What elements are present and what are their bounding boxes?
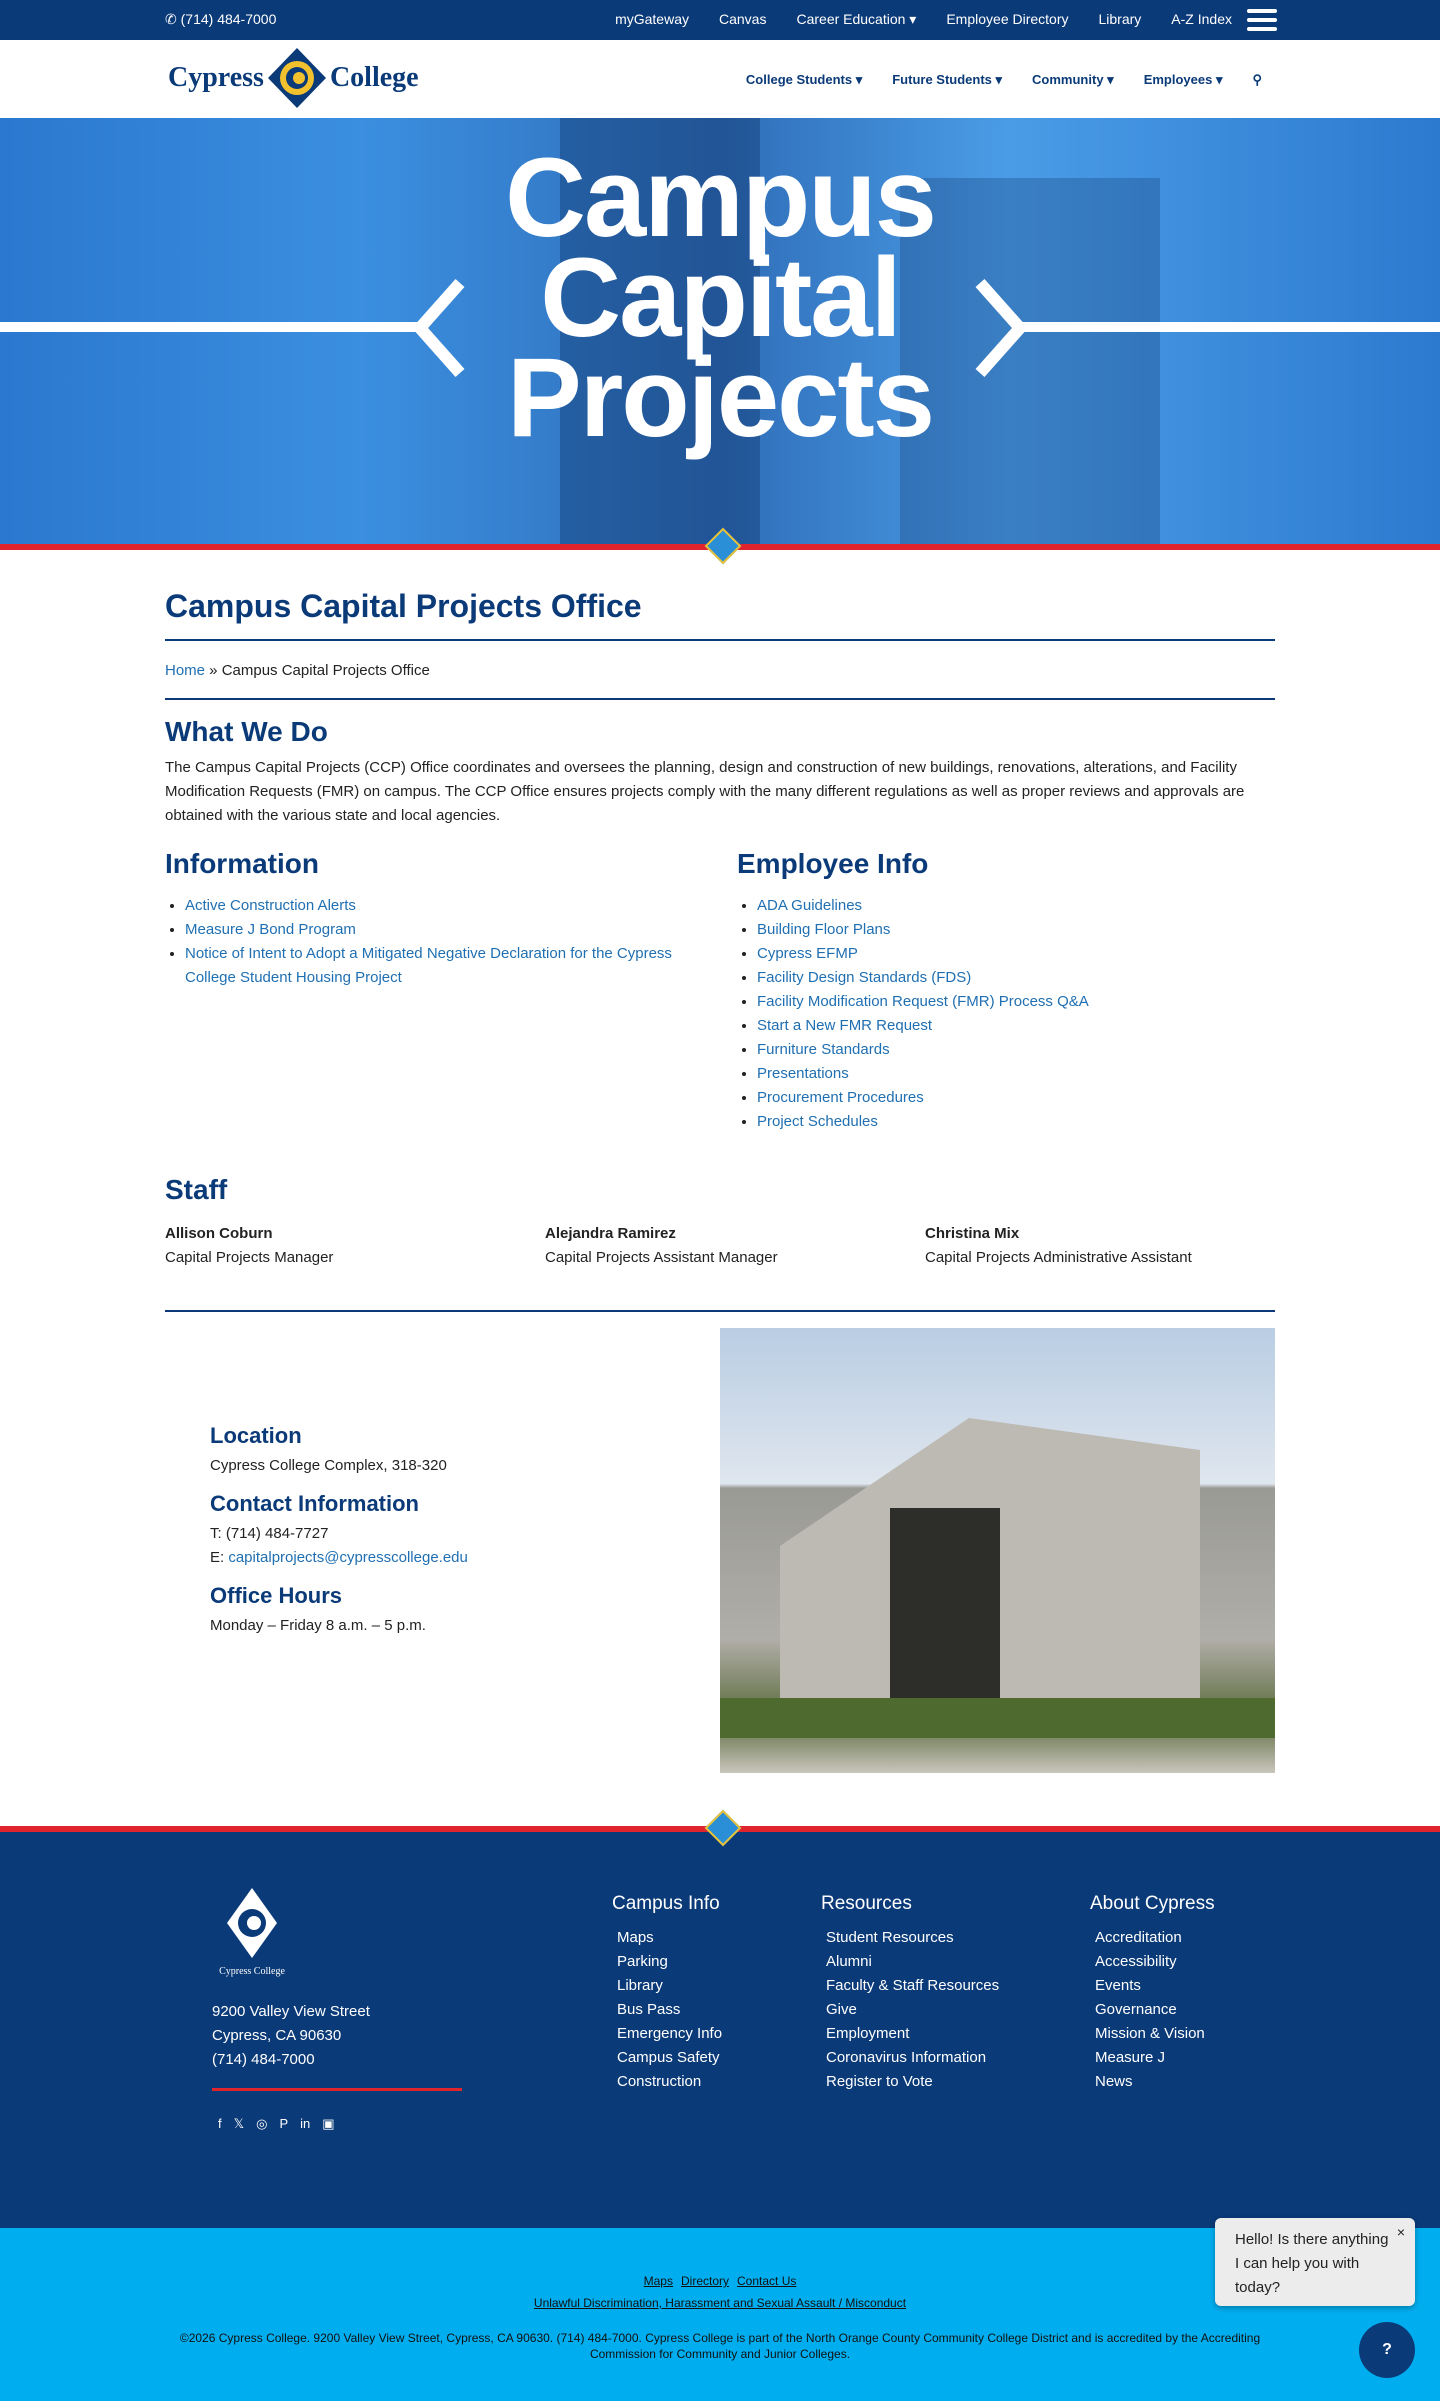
divider — [165, 1310, 1275, 1312]
instagram-icon[interactable]: ◎ — [256, 2116, 268, 2131]
footer-link[interactable]: Maps — [617, 1929, 654, 1946]
link-student-housing-notice[interactable]: Notice of Intent to Adopt a Mitigated Negative Declaration for the Cypress College Student Housing Project — [185, 945, 672, 986]
footer-link[interactable]: Give — [826, 2001, 857, 2018]
copyright: ©2026 Cypress College. 9200 Valley View Street, Cypress, CA 90630. (714) 484-7000. Cypress College is part of the North Orange County Community College District and is accredited by the Accrediting Commission for Community and Junior Colleges. — [179, 2331, 1261, 2361]
link-measure-j[interactable]: Measure J Bond Program — [185, 921, 356, 938]
footer-link[interactable]: Events — [1095, 1977, 1141, 1994]
footer-link[interactable]: Construction — [617, 2073, 702, 2090]
footer-link[interactable]: Alumni — [826, 1953, 872, 1970]
what-we-do-text: The Campus Capital Projects (CCP) Office coordinates and oversees the planning, design and construction of new buildings, renovations, alterations, and Facility Modification Requests (FMR) on campus. The CCP Office ensures projects comply with the many different regulations as well as proper reviews and approvals are obtained with the various state and local agencies. — [165, 759, 1245, 824]
staff-name: Alejandra Ramirez — [545, 1225, 676, 1242]
breadcrumb-current: Campus Capital Projects Office — [221, 662, 430, 679]
footer-link[interactable]: Register to Vote — [826, 2073, 933, 2090]
logo-diamond-icon — [268, 48, 326, 108]
footer-link[interactable]: Accessibility — [1095, 1953, 1177, 1970]
footer-link[interactable]: News — [1095, 2073, 1133, 2090]
footer-link[interactable]: Accreditation — [1095, 1929, 1182, 1946]
phone-icon: ✆ — [165, 11, 181, 27]
pinterest-icon[interactable]: P — [279, 2116, 289, 2131]
page-title: Campus Capital Projects Office — [165, 588, 642, 624]
footer-link[interactable]: Mission & Vision — [1095, 2025, 1205, 2042]
employee-info-list — [737, 894, 1275, 1134]
footer-link[interactable]: Library — [617, 1977, 663, 1994]
footer-link[interactable]: Emergency Info — [617, 2025, 723, 2042]
bottom-link-contact[interactable]: Contact Us — [737, 2274, 797, 2288]
contact-phone: T: (714) 484-7727 — [210, 1525, 329, 1542]
chat-help-icon: ? — [1382, 2341, 1392, 2358]
link-efmp[interactable]: Cypress EFMP — [757, 945, 858, 962]
nav-employees[interactable]: Employees ▾ — [1143, 72, 1223, 87]
phone-number: (714) 484-7000 — [180, 11, 277, 27]
close-icon[interactable]: × — [1396, 2224, 1405, 2240]
footer-col-campus-info: Campus Info Maps Parking Library Bus Pass Emergency Info Campus Safety Construction — [612, 1892, 722, 2094]
staff-name: Allison Coburn — [165, 1225, 273, 1242]
footer-link[interactable]: Coronavirus Information — [826, 2049, 987, 2066]
hero-title: Campus Capital Projects — [505, 135, 935, 460]
location-text: Cypress College Complex, 318-320 — [210, 1457, 447, 1474]
divider — [165, 639, 1275, 641]
chat-message: Hello! Is there anything I can help you with today? — [1235, 2231, 1389, 2296]
menu-icon[interactable] — [1247, 9, 1277, 31]
breadcrumb-home[interactable]: Home — [165, 662, 206, 679]
staff-member — [925, 1222, 1192, 1270]
x-icon[interactable]: 𝕏 — [233, 2116, 245, 2131]
staff-title: Capital Projects Administrative Assistant — [925, 1249, 1192, 1266]
logo-text-right: College — [329, 62, 419, 93]
svg-text:Cypress College: Cypress College — [219, 1966, 285, 1977]
link-new-fmr[interactable]: Start a New FMR Request — [757, 1017, 933, 1034]
link-floor-plans[interactable]: Building Floor Plans — [757, 921, 891, 938]
utility-link-canvas[interactable]: Canvas — [719, 11, 767, 27]
link-presentations[interactable]: Presentations — [757, 1065, 849, 1082]
information-list — [165, 894, 685, 990]
footer-link[interactable]: Governance — [1095, 2001, 1177, 2018]
footer-link[interactable]: Employment — [826, 2025, 910, 2042]
chat-button[interactable] — [1359, 2322, 1415, 2378]
footer-link[interactable]: Faculty & Staff Resources — [826, 1977, 1000, 1994]
site-header — [0, 40, 1440, 118]
link-active-construction-alerts[interactable]: Active Construction Alerts — [185, 897, 356, 914]
search-icon[interactable]: ⚲ — [1252, 72, 1262, 87]
chat-popup — [1215, 2218, 1415, 2306]
hero-banner — [0, 118, 1440, 544]
link-ada-guidelines[interactable]: ADA Guidelines — [757, 897, 863, 914]
footer-link[interactable]: Parking — [617, 1953, 668, 1970]
college-logo[interactable] — [168, 48, 419, 108]
utility-bar — [0, 0, 1440, 40]
site-footer — [0, 1832, 1440, 2228]
utility-link-employee-directory[interactable]: Employee Directory — [946, 11, 1069, 27]
footer-col-resources: Resources Student Resources Alumni Faculty & Staff Resources Give Employment Coronavirus Information Register to Vote — [821, 1892, 999, 2094]
footer-link[interactable]: Campus Safety — [617, 2049, 720, 2066]
staff-name: Christina Mix — [925, 1225, 1020, 1242]
nav-future-students[interactable]: Future Students ▾ — [892, 72, 1003, 87]
hours-heading: Office Hours — [210, 1583, 343, 1608]
building-photo — [720, 1328, 1275, 1773]
staff-title: Capital Projects Assistant Manager — [545, 1249, 778, 1266]
footer-link[interactable]: Measure J — [1095, 2049, 1166, 2066]
footer-divider — [212, 2088, 462, 2091]
nav-community[interactable]: Community ▾ — [1032, 72, 1114, 87]
breadcrumb-separator: » — [205, 662, 222, 679]
email-label: E: — [210, 1549, 229, 1566]
staff-member — [545, 1222, 778, 1270]
link-furniture-standards[interactable]: Furniture Standards — [757, 1041, 890, 1058]
social-links — [218, 2116, 335, 2132]
footer-link[interactable]: Bus Pass — [617, 2001, 681, 2018]
divider — [165, 698, 1275, 700]
what-we-do-heading: What We Do — [165, 716, 328, 747]
contact-heading: Contact Information — [210, 1491, 419, 1516]
utility-link-career-education[interactable]: Career Education ▾ — [796, 11, 917, 27]
bottom-link-maps[interactable]: Maps — [643, 2274, 673, 2288]
footer-address: 9200 Valley View Street Cypress, CA 90630 (714) 484-7000 — [212, 2003, 370, 2068]
utility-link-mygateway[interactable]: myGateway — [615, 11, 689, 27]
hours-text: Monday – Friday 8 a.m. – 5 p.m. — [210, 1617, 426, 1634]
employee-info-heading: Employee Info — [737, 848, 929, 879]
link-fds[interactable]: Facility Design Standards (FDS) — [757, 969, 972, 986]
logo-text-left: Cypress — [168, 62, 264, 93]
utility-link-a-z-index[interactable]: A-Z Index — [1171, 11, 1232, 27]
link-project-schedules[interactable]: Project Schedules — [757, 1113, 878, 1130]
footer-link[interactable]: Student Resources — [826, 1929, 954, 1946]
information-heading: Information — [165, 848, 319, 879]
link-fmr-qa[interactable]: Facility Modification Request (FMR) Process Q&A — [757, 993, 1089, 1010]
bottom-link-directory[interactable]: Directory — [680, 2274, 729, 2288]
policy-link[interactable]: Unlawful Discrimination, Harassment and Sexual Assault / Misconduct — [533, 2296, 907, 2310]
email-link[interactable]: capitalprojects@cypresscollege.edu — [228, 1549, 468, 1566]
staff-member — [165, 1222, 333, 1270]
nav-college-students[interactable]: College Students ▾ — [745, 72, 863, 87]
staff-title: Capital Projects Manager — [165, 1249, 334, 1266]
link-procurement[interactable]: Procurement Procedures — [757, 1089, 924, 1106]
facebook-icon[interactable]: f — [218, 2116, 222, 2131]
linkedin-icon[interactable]: in — [300, 2116, 311, 2131]
phone-link[interactable] — [165, 11, 276, 28]
contact-block — [210, 1424, 468, 1638]
youtube-icon[interactable]: ▣ — [322, 2116, 335, 2131]
footer-logo-icon — [212, 1888, 292, 1978]
breadcrumb — [165, 662, 430, 679]
location-heading: Location — [210, 1423, 302, 1448]
footer-col-about: About Cypress Accreditation Accessibility Events Governance Mission & Vision Measure J News — [1090, 1892, 1215, 2094]
utility-link-library[interactable]: Library — [1098, 11, 1142, 27]
staff-heading: Staff — [165, 1174, 228, 1205]
